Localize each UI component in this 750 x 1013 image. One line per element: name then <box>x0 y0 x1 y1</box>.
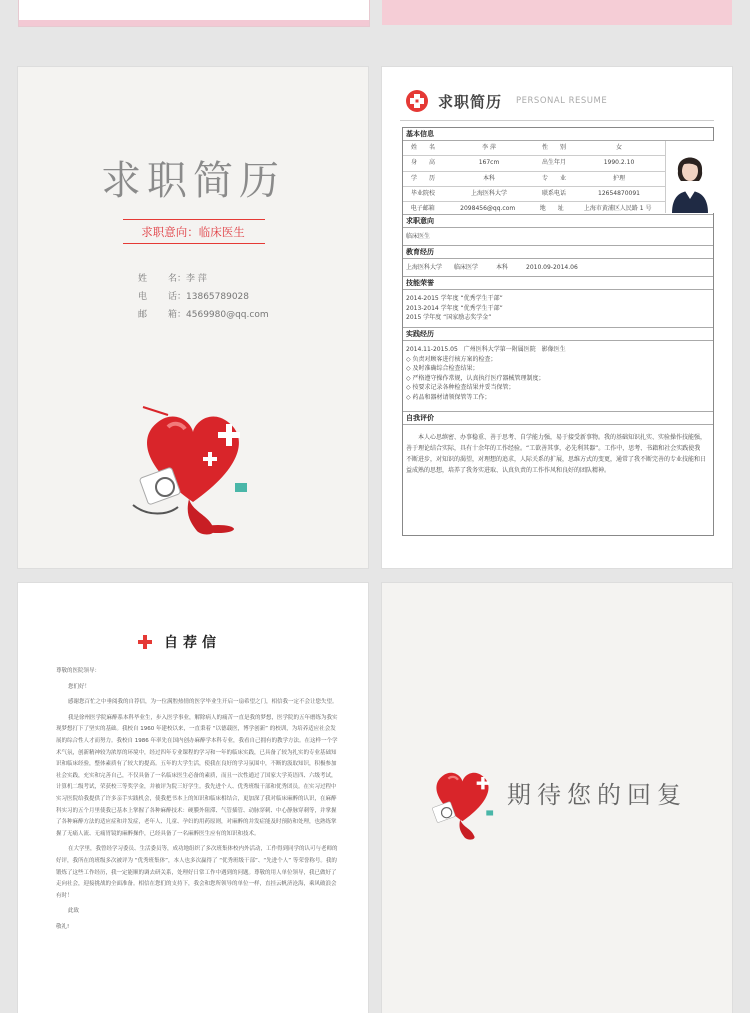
cover-title: 求职简历 <box>101 158 285 204</box>
self-evaluation-header: 自我评价 <box>403 412 713 425</box>
basic-info-row: 身 高 167cm 出生年月 1990.2.10 <box>403 156 665 171</box>
self-evaluation-text: 本人心思缜密、办事稳重、善于思考、自学能力强，易于接受新事物。我的基础知识扎实、实验操作技能强，善于理论结合实际，具有十余年的工作经验。“工欲善其事，必先利其器”。工作中，思考、书籍和社会实践使我不断进步，对知识的渴望，对理想的追求，人际关系的扩展，思维方式的变更，通常了我不断完善的专业技能和日益成熟的思想，培养了我务实进取、认真负责的工作作风和良好的团队精神。 <box>406 434 707 474</box>
red-cross-icon <box>138 635 152 649</box>
resume-title: 求职简历 <box>438 92 503 111</box>
letter-title: 自荐信 <box>138 632 221 652</box>
basic-info-row: 电子邮箱 2098456@qq.com 地 址 上海市黄浦区人民路 1 号 <box>410 205 652 213</box>
cover-divider-top <box>123 219 265 220</box>
letter-closing: 此致 <box>68 908 80 915</box>
basic-info-row: 姓 名 李 萍 性 别 女 <box>403 141 665 156</box>
cover-phone-value: 13865789028 <box>186 292 250 302</box>
cover-name-row: 姓 名： 李 萍 <box>138 270 269 288</box>
job-intent-value: 临床医生 <box>406 233 431 240</box>
letter-paragraph: 我是徐州医学院麻醉系本科毕业生，步入医学事业，解除病人的痛苦一直是我的梦想，医学院的五年磨练为我实现梦想打下了坚实的基础。我校自 1960 年建校以来，一直秉着 “以德载医，博学创新” 的校训，为培养适应社会发展的综合性人才而努力。我校自 1986 年率先在国内创办麻醉学本科专业，我看自己拥有的教学方法。在这样一个学术气氛，创新精神较为浓厚的环境中，经过四年专业课程的学习和一年的临床实践，已具备了较为扎实的专业基础知识和临床经验，整体素质有了较大的提高。五年的大学生活，使我在良好的学习氛围中，不断的汲取知识，积极参加社会实践，充实和完善自己，不仅具备了一名临床医生必备的素质，而且一次性通过了国家大学英语四、六级考试，计算机二级考试，荣获校三等奖学金，并被评为院三好学生。我先进个人、优秀班级干部和优秀团员。在实习过程中实习医院给我提供了许多亲手实践机会，使我把书本上的知识和临床相结合，更加深了我对临床麻醉的认识，在麻醉科实习的五个月里使我已基本上掌握了各种麻醉技术：硬膜外阻滞、气管插管、动脉穿刺、中心静脉穿刺等，并掌握了各种麻醉方法的适应症和并发症，老年人、儿童、孕妇的用药原则，对麻醉的并发症能及时预防和处理，也熟练掌握了无痛人流、无痛胃镜的麻醉操作，已经具备了一名麻醉医生应有的知识和技术。 <box>56 714 338 837</box>
profile-photo <box>665 141 714 213</box>
cover-email-row: 邮 箱： 4569980@qq.com <box>138 306 269 324</box>
basic-info-grid <box>403 141 665 216</box>
heart-stethoscope-illustration-small <box>420 756 505 841</box>
letter-salute: 敬礼! <box>56 923 70 930</box>
resume-cover-page[interactable] <box>18 67 368 568</box>
experience-title: 2014.11-2015.05 广州医科大学第一附属医院 影像医生 <box>406 346 566 353</box>
resume-detail-page[interactable] <box>382 67 732 568</box>
job-intent-header: 求职意向 <box>403 215 713 228</box>
cover-email-value: 4569980@qq.com <box>186 310 269 320</box>
cover-letter-page[interactable] <box>18 583 368 1013</box>
letter-hello: 您们好！ <box>68 683 91 690</box>
cover-contact-info <box>138 270 269 324</box>
letter-paragraph: 在大学里，我曾经学习委员、生活委员等，成功地组织了多次班集体校内外活动，工作得到同学的认可与老师的好评，我所在的班级多次被评为 “优秀班集体”，本人也多次赢得了 “优秀班级干部”、“先进个人” 等荣誉称号。我的锻炼了这些工作经历，我一定能顺的调去研关系，处理好日常工作中遇到的问题。尊敬的用人单位领导，我已做好了走向社会，迎接挑战的全面准备。相信在您们的支持下，我会和您所领导的单位一样，直挂云帆济沧海，乘风破浪会有时！ <box>56 846 338 899</box>
top-left-card-partial <box>18 0 370 27</box>
letter-paragraph: 感谢您百忙之中垂阅我的自荐信，为一位满腔热情的医学毕业生开启一扇希望之门，相信我一定不会让您失望。 <box>68 699 338 706</box>
cover-divider-bottom <box>123 243 265 244</box>
basic-info-row: 毕业院校 上海医科大学 联系电话 12654870091 <box>403 187 665 202</box>
back-cover-text: 期待您的回复 <box>507 781 687 809</box>
honors-header: 技能荣誉 <box>403 277 713 290</box>
education-header: 教育经历 <box>403 246 713 259</box>
experience-header: 实践经历 <box>403 328 713 341</box>
cover-name-value: 李 萍 <box>186 274 207 284</box>
resume-subtitle: PERSONAL RESUME <box>516 96 608 106</box>
basic-info-row: 学 历 本科 专 业 护理 <box>403 172 665 187</box>
resume-header <box>406 90 607 112</box>
honors-list: 2014-2015 学年度 “优秀学生干部” 2013-2014 学年度 “优秀学生干部” 2015 学年度 “国家励志奖学金” <box>406 295 503 321</box>
top-right-card-partial <box>382 0 732 25</box>
medical-cross-logo-icon <box>406 90 428 112</box>
cover-job-intent: 求职意向：临床医生 <box>141 225 245 239</box>
basic-info-header: 基本信息 <box>403 128 713 141</box>
letter-greeting: 尊敬的医院领导： <box>56 668 101 674</box>
resume-table <box>402 127 714 536</box>
experience-list: 2014.11-2015.05 广州医科大学第一附属医院 影像医生 ◇ 负责对顾客进行核方案的检查； ◇ 及时准确综合检查结果； ◇ 严格遵守操作常规，认真执行医疗器械管理制度； ◇ 按要求记录各种检查结果并妥当保管； ◇ 药品和器材请领保管等工作； <box>406 346 566 401</box>
resume-header-divider <box>400 120 714 121</box>
heart-stethoscope-illustration <box>123 387 263 537</box>
education-value: 上海医科大学 临床医学 本科 2010.09-2014.06 <box>406 264 578 271</box>
back-cover-page[interactable] <box>382 583 732 1013</box>
cover-phone-row: 电 话： 13865789028 <box>138 288 269 306</box>
letter-body <box>56 666 338 937</box>
